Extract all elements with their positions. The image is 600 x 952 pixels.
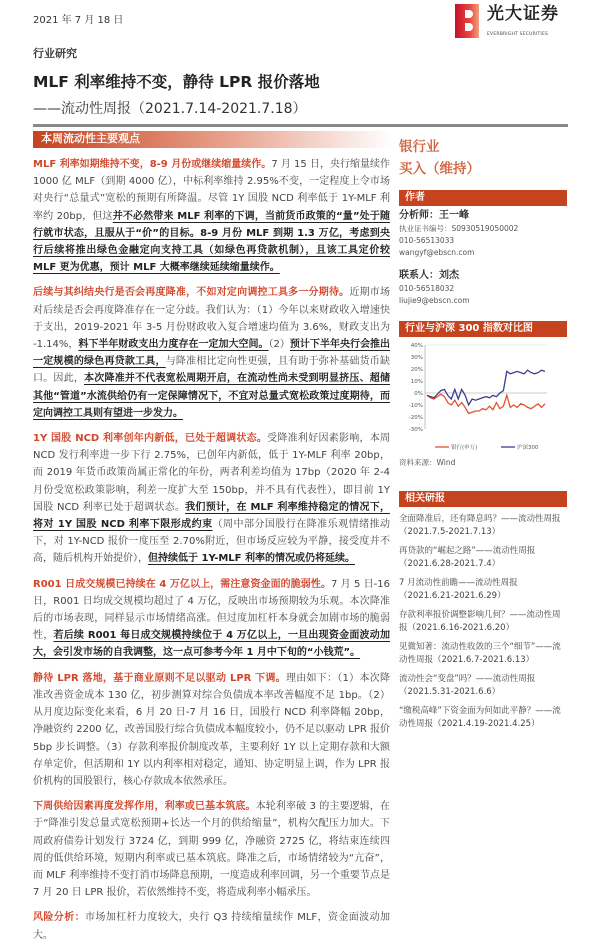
- legend-label: 沪深300: [517, 445, 539, 451]
- sidebar: [399, 136, 567, 731]
- paragraph: [33, 156, 390, 276]
- analyst-cert: 执业证书编号：S0930519050002: [399, 224, 519, 233]
- body-text: 7 月 5 日-16 日，R001 日均成交规模均超过了 4 万亿，反映出市场预期较为乐观。本次降准后的市场表现，同样显示市场情绪高涨。但过度加杠杆本身就会加剧市场的脆弱性，: [33, 578, 390, 642]
- emphasis-text: 但持续低于 1Y-MLF 利率的情况或仍将延续。: [148, 553, 355, 565]
- author-header: 作者: [399, 190, 567, 206]
- body-text: 理由如下：（1）本次降准改善资金成本 130 亿，初步测算对综合负债成本率改善幅度不足 1bp。（2）从月度边际变化来看，6 月 20 日-7 月 16 日，国股行 NCD 利率降幅 20bp，净融资约 2200 亿，改善国股行综合负债成本幅度较小，仍不足以驱动 LPR 报价 5bp 步长调整。（3）存款利率报价制度改革，主要利好 1Y 以上定期存款和大额存单定价，但活期和 1Y 以内利率相对稳定，通知、协定明显上调，作为 LPR 报价机构的国股银行，核心存款成本依然承压。: [33, 672, 390, 787]
- paragraph-heading: 静待 LPR 落地，基于商业原则不足以驱动 LPR 下调。: [33, 672, 286, 684]
- section-title: 本周流动性主要观点: [33, 131, 393, 148]
- series-line-1: [427, 370, 545, 405]
- paragraph-heading: 下周供给因素再度发挥作用，利率或已基本筑底。: [33, 801, 256, 813]
- related-report-link[interactable]: 再贷款的“崛起之路”——流动性周报（2021.6.28-2021.7.4）: [399, 546, 536, 569]
- legend-label: 银行(申万): [451, 445, 478, 451]
- y-tick-label: 0%: [414, 391, 423, 397]
- industry-label: 银行业: [399, 139, 440, 155]
- emphasis-text: 预计下半年央行会推出一定规模的绿色再贷款工具，: [33, 339, 390, 368]
- y-tick-label: 30%: [410, 355, 423, 361]
- body-text: 受降准利好因素影响，本周 NCD 发行利率进一步下行 2.75%，已创年内新低，低于 1Y-MLF 利率 20bp，而 2019 年货币政策尚属正常化的年份，两者利差均值为 17bp（2020 年 2-4 月份受宽松政策影响，利差一度扩大至 150bp，并不具有代表性），即目前 1Y 国股 NCD 利率已处于超调状态。: [33, 433, 391, 513]
- paragraph: [33, 576, 390, 662]
- body-text: 7 月 15 日，央行缩量续作 1000 亿 MLF（到期 4000 亿），中标利率维持 2.95%不变，一定程度上令市场对央行“总量式”宽松的预期有所降温。尽管 1Y 国股 NCD 利率低于 1Y-MLF 利率约 20bp，但这: [33, 159, 390, 222]
- y-tick-label: 20%: [410, 367, 423, 373]
- main-body: [33, 156, 390, 952]
- logo-name: 光大证券: [487, 4, 559, 24]
- chart-source: 资料来源：Wind: [399, 458, 456, 467]
- report-category: 行业研究: [33, 47, 77, 60]
- emphasis-text: 料下半年财政支出力度存在一定加大空间。: [78, 339, 269, 351]
- report-date: 2021 年 7 月 18 日: [33, 15, 124, 26]
- contact-phone: 010-56518032: [399, 284, 455, 293]
- related-report-link[interactable]: 见微知著：流动性收敛的三个“细节”——流动性周报（2021.6.7-2021.6.13）: [399, 642, 561, 665]
- contact-name: 联系人：刘杰: [399, 270, 459, 281]
- header-divider: [33, 124, 568, 127]
- related-report-link[interactable]: “缴税高峰”下资金面为何如此平静？——流动性周报（2021.4.19-2021.4.25）: [399, 706, 561, 729]
- body-text: 市场加杠杆力度较大，央行 Q3 持续缩量续作 MLF，资金面波动加大。: [33, 912, 390, 941]
- analyst-email[interactable]: wangyf@ebscn.com: [399, 248, 475, 257]
- paragraph: [33, 670, 390, 790]
- y-tick-label: -20%: [408, 415, 423, 421]
- paragraph-heading: 1Y 国股 NCD 利率创年内新低，已处于超调状态。: [33, 433, 268, 445]
- body-text: 近期市场对后续是否会再度降准存在一定分歧。我们认为：（1）今年以来财政收入增速快于支出，2019-2021 年 3-5 月份财政收入复合增速均值为 3.6%，财政支出为 -1.14%，: [33, 287, 391, 351]
- body-text: 本轮利率破 3 的主要逻辑，在于“降准引发总量式宽松预期+长达一个月的供给缩量”，机构欠配压力加大。下周政府债券计划发行 3724 亿，到期 999 亿，净融资 2725 亿，将结束连续四周的低供给环境，短期内利率或已基本筑底。降准之后，市场情绪较为“亢奋”，而 MLF 利率维持不变打消市场降息预期，一度造成利率回调，另一个重要节点是 7 月 20 日 LPR 报价，若依然维持不变，将造成利率小幅承压。: [33, 801, 390, 899]
- emphasis-text: 我们预计，在 MLF 利率维持稳定的情况下，将对 1Y 国股 NCD 利率下限形成约束: [33, 501, 390, 531]
- related-report-link[interactable]: 7 月流动性前瞻——流动性周报（2021.6.21-2021.6.29）: [399, 578, 518, 601]
- related-reports-list: [399, 513, 567, 731]
- related-report-link[interactable]: 流动性会“变盘”吗？——流动性周报（2021.5.31-2021.6.6）: [399, 674, 536, 697]
- y-tick-label: -10%: [408, 403, 423, 409]
- y-tick-label: 10%: [410, 379, 423, 385]
- index-comparison-chart: [399, 337, 567, 457]
- y-tick-label: 40%: [410, 343, 423, 349]
- emphasis-text: 并不必然带来 MLF 利率的下调，当前货币政策的“量”处于随行就市状态，且服从于“价”的目标。8-9 月份 MLF 到期 1.3 万亿，考虑到央行后续将推出绿色金融定向支持工具（如绿色再贷款机制），且该工具定价较 MLF 更为优惠，预计 MLF 大概率继续延续缩量续作。: [33, 210, 390, 274]
- body-text: （2）: [268, 339, 290, 351]
- related-report-link[interactable]: 存款利率报价调整影响几何？——流动性周报（2021.6.16-2021.6.20）: [399, 610, 561, 633]
- paragraph-heading: MLF 利率如期维持不变，8-9 月份或继续缩量续作。: [33, 159, 272, 170]
- logo-english: EVERBRIGHT SECURITIES: [487, 32, 549, 37]
- related-header: 相关研报: [399, 491, 567, 507]
- body-text: （周中部分国股行在降准乐观情绪推动下，对 1Y-NCD 报价一度压至 2.70%附近，但市场反应较为平静，接受度并不高，随后机构开始提价），: [33, 519, 391, 565]
- paragraph: [33, 798, 390, 901]
- y-tick-label: -30%: [408, 427, 423, 433]
- paragraph: [33, 909, 390, 943]
- contact-email[interactable]: liujie9@ebscn.com: [399, 296, 470, 305]
- paragraph-heading: 后续与其纠结央行是否会再度降准，不如对定向调控工具多一分期待。: [33, 287, 350, 299]
- analyst-name: 分析师：王一峰: [399, 210, 469, 221]
- report-title: MLF 利率维持不变，静待 LPR 报价落地: [33, 73, 320, 91]
- logo-icon: [455, 4, 479, 38]
- paragraph: [33, 430, 390, 568]
- analyst-phone: 010-56513033: [399, 236, 455, 245]
- paragraph-heading: R001 日成交规模已持续在 4 万亿以上，需注意资金面的脆弱性。: [33, 578, 332, 590]
- rating-label: 买入（维持）: [399, 161, 480, 177]
- emphasis-text: 本次降准并不代表宽松周期开启，在流动性尚未受到明显挤压、超储其他“管道”水流供给仍有一定保障情况下，不宜对总量式宽松政策过度期待，而定向调控工具则有望进一步发力。: [33, 373, 391, 419]
- company-logo: [455, 4, 567, 44]
- chart-header: 行业与沪深 300 指数对比图: [399, 321, 567, 337]
- paragraph-heading: 风险分析：: [33, 912, 86, 924]
- emphasis-text: 若后续 R001 每日成交规模持续位于 4 万亿以上，一旦出现资金面波动加大，会引发市场的自我调整，这一点可参考今年 1 月中下旬的“小钱荒”。: [33, 630, 391, 659]
- paragraph: [33, 284, 390, 422]
- report-subtitle: ——流动性周报（2021.7.14-2021.7.18）: [33, 101, 307, 117]
- related-report-link[interactable]: 全面降准后，还有降息吗？——流动性周报（2021.7.5-2021.7.13）: [399, 514, 561, 537]
- body-text: 与降准相比定向性更强，且有助于弥补基础货币缺口。因此，: [33, 356, 391, 385]
